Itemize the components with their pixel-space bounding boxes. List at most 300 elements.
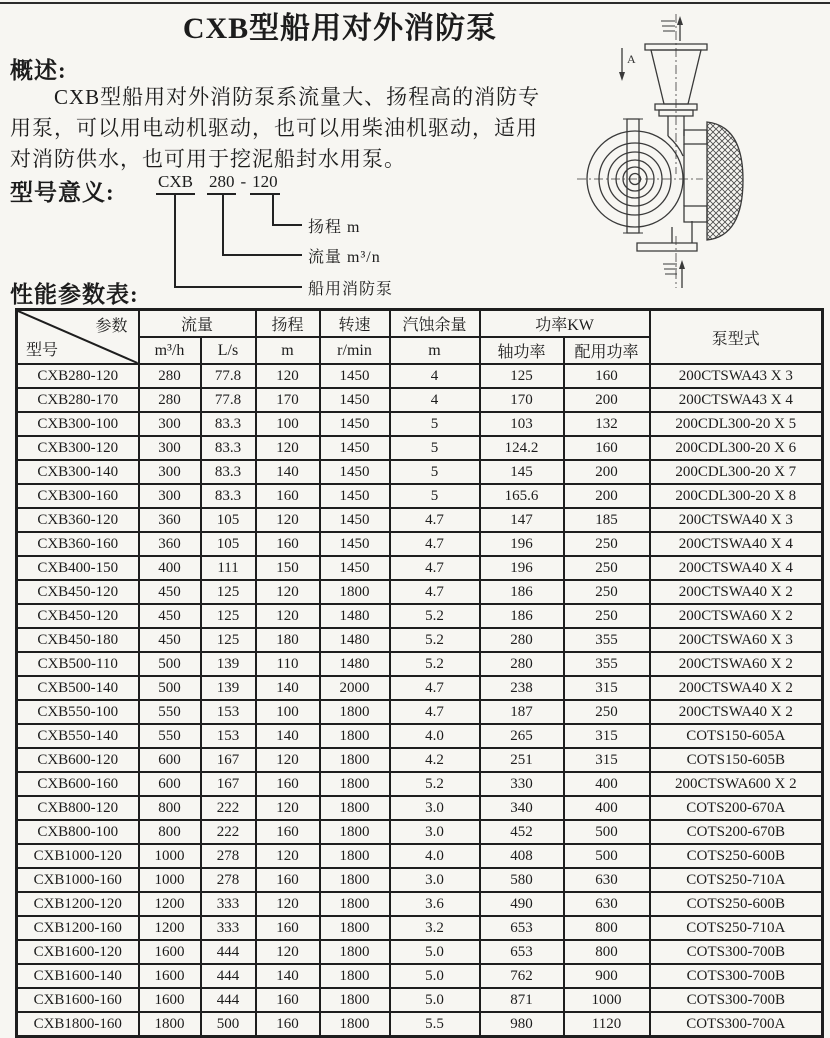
- cell-value: 550: [139, 700, 201, 724]
- cell-model: CXB1200-120: [17, 892, 139, 916]
- cell-pump-type: COTS250-600B: [650, 892, 823, 916]
- cell-value: 83.3: [201, 460, 256, 484]
- cell-value: 1000: [139, 844, 201, 868]
- cell-value: 1800: [320, 724, 390, 748]
- cell-value: 1800: [320, 868, 390, 892]
- cell-value: 1800: [320, 892, 390, 916]
- cell-value: 1450: [320, 388, 390, 412]
- cell-model: CXB550-140: [17, 724, 139, 748]
- cell-model: CXB500-110: [17, 652, 139, 676]
- cell-value: 355: [564, 628, 650, 652]
- cell-value: 330: [480, 772, 564, 796]
- cell-model: CXB800-100: [17, 820, 139, 844]
- table-row: [17, 556, 823, 580]
- cell-model: CXB360-120: [17, 508, 139, 532]
- table-row: [17, 820, 823, 844]
- cell-value: 120: [256, 580, 320, 604]
- cell-value: 1800: [320, 964, 390, 988]
- header-head: 扬程: [256, 310, 320, 338]
- cell-value: 140: [256, 676, 320, 700]
- cell-value: 600: [139, 748, 201, 772]
- table-row: [17, 796, 823, 820]
- cell-value: 800: [564, 916, 650, 940]
- cell-pump-type: 200CDL300-20 X 8: [650, 484, 823, 508]
- header-pump-type: 泵型式: [650, 310, 823, 365]
- cell-value: 250: [564, 580, 650, 604]
- section-label: A: [627, 52, 636, 66]
- cell-model: CXB450-180: [17, 628, 139, 652]
- cell-value: 1800: [320, 1012, 390, 1037]
- cell-value: 187: [480, 700, 564, 724]
- cell-value: 160: [564, 364, 650, 388]
- cell-model: CXB1600-120: [17, 940, 139, 964]
- cell-value: 120: [256, 436, 320, 460]
- cell-value: 185: [564, 508, 650, 532]
- table-row: [17, 940, 823, 964]
- cell-value: 153: [201, 724, 256, 748]
- cell-value: 139: [201, 652, 256, 676]
- cell-value: 125: [201, 604, 256, 628]
- cell-value: 5.0: [390, 940, 480, 964]
- cell-value: 762: [480, 964, 564, 988]
- cell-value: 167: [201, 772, 256, 796]
- cell-value: 250: [564, 700, 650, 724]
- cell-value: 160: [256, 484, 320, 508]
- cell-value: 280: [480, 652, 564, 676]
- cell-value: 140: [256, 460, 320, 484]
- table-row: [17, 892, 823, 916]
- performance-table-body: [17, 364, 823, 1037]
- cell-value: 4.7: [390, 532, 480, 556]
- table-row: [17, 388, 823, 412]
- table-row: [17, 772, 823, 796]
- cell-value: 280: [139, 388, 201, 412]
- cell-value: 140: [256, 964, 320, 988]
- table-row: [17, 652, 823, 676]
- table-row: [17, 604, 823, 628]
- cell-value: 360: [139, 508, 201, 532]
- model-code-prefix: CXB: [156, 172, 195, 195]
- cell-value: 871: [480, 988, 564, 1012]
- cell-pump-type: COTS300-700B: [650, 964, 823, 988]
- cell-value: 4.0: [390, 724, 480, 748]
- cell-value: 5: [390, 484, 480, 508]
- cell-value: 3.2: [390, 916, 480, 940]
- cell-value: 5: [390, 412, 480, 436]
- cell-value: 400: [564, 772, 650, 796]
- table-row: [17, 364, 823, 388]
- cell-value: 5: [390, 436, 480, 460]
- cell-pump-type: 200CDL300-20 X 6: [650, 436, 823, 460]
- table-row: [17, 412, 823, 436]
- cell-value: 630: [564, 892, 650, 916]
- cell-pump-type: 200CTSWA40 X 2: [650, 676, 823, 700]
- cell-value: 196: [480, 532, 564, 556]
- cell-value: 4.0: [390, 844, 480, 868]
- cell-value: 1800: [139, 1012, 201, 1037]
- overview-paragraph: [10, 82, 585, 175]
- cell-value: 400: [139, 556, 201, 580]
- cell-value: 490: [480, 892, 564, 916]
- flow-marker-bottom: [663, 260, 685, 288]
- cell-value: 196: [480, 556, 564, 580]
- cell-value: 500: [139, 676, 201, 700]
- overview-line: CXB型船用对外消防泵系流量大、扬程高的消防专: [54, 85, 541, 109]
- table-row: [17, 580, 823, 604]
- label-head: 扬程 m: [308, 219, 361, 236]
- table-row: [17, 988, 823, 1012]
- cell-pump-type: 200CTSWA60 X 2: [650, 652, 823, 676]
- table-row: [17, 1012, 823, 1037]
- cell-value: 300: [139, 436, 201, 460]
- cell-value: 200: [564, 484, 650, 508]
- cell-value: 3.6: [390, 892, 480, 916]
- cell-value: 105: [201, 532, 256, 556]
- cell-value: 444: [201, 964, 256, 988]
- cell-model: CXB300-120: [17, 436, 139, 460]
- cell-pump-type: COTS300-700A: [650, 1012, 823, 1037]
- cell-value: 800: [139, 796, 201, 820]
- cell-value: 500: [201, 1012, 256, 1037]
- cell-value: 1450: [320, 412, 390, 436]
- cell-value: 1450: [320, 364, 390, 388]
- cell-value: 77.8: [201, 388, 256, 412]
- model-code-diagram: [150, 172, 520, 298]
- pump-technical-drawing: [575, 6, 760, 292]
- cell-value: 315: [564, 676, 650, 700]
- cell-model: CXB550-100: [17, 700, 139, 724]
- overview-line: 对消防供水，也可用于挖泥船封水用泵。: [10, 147, 406, 171]
- cell-value: 1450: [320, 508, 390, 532]
- cell-value: 1450: [320, 460, 390, 484]
- cell-value: 315: [564, 724, 650, 748]
- cell-value: 1200: [139, 916, 201, 940]
- cell-value: 580: [480, 868, 564, 892]
- cell-pump-type: 200CTSWA43 X 4: [650, 388, 823, 412]
- cell-value: 452: [480, 820, 564, 844]
- cell-value: 653: [480, 940, 564, 964]
- cell-value: 5.5: [390, 1012, 480, 1037]
- cell-pump-type: 200CTSWA60 X 2: [650, 604, 823, 628]
- header-flow-unit-ls: L/s: [201, 337, 256, 364]
- cell-value: 160: [256, 916, 320, 940]
- cell-value: 333: [201, 916, 256, 940]
- cell-model: CXB1600-140: [17, 964, 139, 988]
- label-flow: 流量 m³/n: [308, 249, 381, 266]
- table-row: [17, 844, 823, 868]
- cell-value: 3.0: [390, 796, 480, 820]
- cell-value: 103: [480, 412, 564, 436]
- cell-value: 125: [201, 628, 256, 652]
- corner-label-model: 型号: [26, 342, 59, 359]
- cell-model: CXB600-120: [17, 748, 139, 772]
- connector-line-type: [174, 194, 302, 288]
- cell-value: 167: [201, 748, 256, 772]
- header-speed: 转速: [320, 310, 390, 338]
- cell-value: 630: [564, 868, 650, 892]
- cell-value: 250: [564, 532, 650, 556]
- model-code-head: 120: [250, 172, 280, 195]
- cell-value: 5: [390, 460, 480, 484]
- table-row: [17, 508, 823, 532]
- cell-value: 160: [256, 532, 320, 556]
- cell-pump-type: COTS200-670B: [650, 820, 823, 844]
- cell-value: 1200: [139, 892, 201, 916]
- section-arrow: [619, 48, 636, 81]
- cell-value: 4.7: [390, 676, 480, 700]
- header-npsh-unit: m: [390, 337, 480, 364]
- cell-pump-type: 200CDL300-20 X 5: [650, 412, 823, 436]
- cell-model: CXB500-140: [17, 676, 139, 700]
- cell-model: CXB300-100: [17, 412, 139, 436]
- cell-value: 600: [139, 772, 201, 796]
- cell-value: 111: [201, 556, 256, 580]
- cell-value: 165.6: [480, 484, 564, 508]
- table-row: [17, 460, 823, 484]
- cell-value: 1450: [320, 484, 390, 508]
- cell-pump-type: 200CTSWA40 X 2: [650, 700, 823, 724]
- cell-value: 250: [564, 556, 650, 580]
- cell-value: 83.3: [201, 412, 256, 436]
- cell-value: 250: [564, 604, 650, 628]
- cell-value: 300: [139, 484, 201, 508]
- cell-value: 200: [564, 460, 650, 484]
- cell-value: 444: [201, 940, 256, 964]
- cell-value: 139: [201, 676, 256, 700]
- cell-value: 280: [480, 628, 564, 652]
- cell-value: 5.0: [390, 964, 480, 988]
- table-row: [17, 916, 823, 940]
- cell-value: 1450: [320, 532, 390, 556]
- label-type: 船用消防泵: [308, 281, 394, 298]
- cell-value: 186: [480, 580, 564, 604]
- cell-value: 400: [564, 796, 650, 820]
- cell-value: 280: [139, 364, 201, 388]
- cell-value: 5.2: [390, 772, 480, 796]
- cell-value: 340: [480, 796, 564, 820]
- cell-value: 800: [139, 820, 201, 844]
- cell-value: 83.3: [201, 484, 256, 508]
- cell-value: 408: [480, 844, 564, 868]
- cell-value: 315: [564, 748, 650, 772]
- table-row: [17, 964, 823, 988]
- cell-value: 1800: [320, 820, 390, 844]
- cell-value: 153: [201, 700, 256, 724]
- header-npsh: 汽蚀余量: [390, 310, 480, 338]
- cell-value: 1800: [320, 916, 390, 940]
- header-flow-group: 流量: [139, 310, 256, 338]
- cell-model: CXB1200-160: [17, 916, 139, 940]
- table-row: [17, 676, 823, 700]
- cell-value: 1800: [320, 748, 390, 772]
- cell-value: 4: [390, 364, 480, 388]
- cell-value: 1480: [320, 604, 390, 628]
- cell-value: 110: [256, 652, 320, 676]
- cell-value: 160: [256, 868, 320, 892]
- cell-value: 120: [256, 796, 320, 820]
- table-row: [17, 868, 823, 892]
- model-code: [156, 172, 280, 195]
- cell-value: 120: [256, 508, 320, 532]
- cell-value: 300: [139, 412, 201, 436]
- cell-value: 355: [564, 652, 650, 676]
- cell-pump-type: 200CTSWA40 X 4: [650, 556, 823, 580]
- cell-value: 160: [256, 772, 320, 796]
- header-flow-unit-m3h: m³/h: [139, 337, 201, 364]
- cell-model: CXB280-120: [17, 364, 139, 388]
- cell-value: 1480: [320, 652, 390, 676]
- cell-pump-type: COTS150-605B: [650, 748, 823, 772]
- cell-value: 2000: [320, 676, 390, 700]
- cell-value: 140: [256, 724, 320, 748]
- performance-table: [15, 308, 824, 1038]
- cell-model: CXB300-160: [17, 484, 139, 508]
- cell-value: 105: [201, 508, 256, 532]
- cell-value: 5.2: [390, 652, 480, 676]
- cell-pump-type: 200CTSWA40 X 2: [650, 580, 823, 604]
- cell-value: 100: [256, 700, 320, 724]
- cell-value: 1800: [320, 772, 390, 796]
- cell-value: 120: [256, 748, 320, 772]
- cell-value: 1600: [139, 964, 201, 988]
- model-code-dash: -: [240, 172, 247, 191]
- cell-value: 120: [256, 940, 320, 964]
- corner-header-cell: [17, 310, 139, 365]
- table-heading: 性能参数表:: [10, 282, 139, 307]
- cell-value: 120: [256, 844, 320, 868]
- overview-heading: 概述:: [10, 58, 67, 83]
- cell-value: 251: [480, 748, 564, 772]
- cell-value: 1600: [139, 940, 201, 964]
- cell-value: 222: [201, 820, 256, 844]
- cell-value: 1000: [139, 868, 201, 892]
- cell-model: CXB1000-120: [17, 844, 139, 868]
- cell-value: 500: [564, 820, 650, 844]
- cell-pump-type: 200CTSWA600 X 2: [650, 772, 823, 796]
- cell-pump-type: 200CTSWA43 X 3: [650, 364, 823, 388]
- cell-pump-type: COTS250-600B: [650, 844, 823, 868]
- cell-value: 444: [201, 988, 256, 1012]
- table-row: [17, 748, 823, 772]
- cell-value: 238: [480, 676, 564, 700]
- header-head-unit: m: [256, 337, 320, 364]
- cell-value: 1480: [320, 628, 390, 652]
- cell-value: 147: [480, 508, 564, 532]
- cell-pump-type: COTS300-700B: [650, 988, 823, 1012]
- cell-value: 800: [564, 940, 650, 964]
- cell-value: 160: [256, 820, 320, 844]
- cell-value: 83.3: [201, 436, 256, 460]
- cell-value: 1800: [320, 988, 390, 1012]
- cell-value: 4: [390, 388, 480, 412]
- cell-value: 160: [564, 436, 650, 460]
- cell-pump-type: COTS250-710A: [650, 916, 823, 940]
- cell-value: 120: [256, 364, 320, 388]
- cell-value: 1800: [320, 940, 390, 964]
- corner-label-parameter: 参数: [95, 318, 128, 335]
- cell-value: 300: [139, 460, 201, 484]
- table-row: [17, 484, 823, 508]
- cell-value: 500: [139, 652, 201, 676]
- cell-value: 450: [139, 604, 201, 628]
- cell-value: 500: [564, 844, 650, 868]
- cell-value: 125: [201, 580, 256, 604]
- cell-model: CXB1000-160: [17, 868, 139, 892]
- cell-value: 4.2: [390, 748, 480, 772]
- cell-value: 1800: [320, 580, 390, 604]
- overview-line: 用泵，可以用电动机驱动，也可以用柴油机驱动，适用: [10, 116, 538, 140]
- page-title: CXB型船用对外消防泵: [182, 12, 498, 45]
- cell-model: CXB800-120: [17, 796, 139, 820]
- cell-value: 1600: [139, 988, 201, 1012]
- table-row: [17, 700, 823, 724]
- cell-value: 1120: [564, 1012, 650, 1037]
- cell-pump-type: 200CTSWA40 X 4: [650, 532, 823, 556]
- cell-value: 1000: [564, 988, 650, 1012]
- cell-value: 4.7: [390, 580, 480, 604]
- table-row: [17, 724, 823, 748]
- cell-value: 653: [480, 916, 564, 940]
- cell-value: 980: [480, 1012, 564, 1037]
- cell-model: CXB400-150: [17, 556, 139, 580]
- cell-value: 1450: [320, 556, 390, 580]
- cell-value: 333: [201, 892, 256, 916]
- cell-model: CXB280-170: [17, 388, 139, 412]
- cell-value: 200: [564, 388, 650, 412]
- cell-value: 278: [201, 868, 256, 892]
- cell-value: 550: [139, 724, 201, 748]
- cell-value: 145: [480, 460, 564, 484]
- header-power-rated: 配用功率: [564, 337, 650, 364]
- cell-value: 1800: [320, 700, 390, 724]
- cell-value: 160: [256, 988, 320, 1012]
- model-code-flow: 280: [207, 172, 237, 195]
- header-power-shaft: 轴功率: [480, 337, 564, 364]
- cell-model: CXB360-160: [17, 532, 139, 556]
- cell-value: 450: [139, 628, 201, 652]
- cell-value: 1800: [320, 796, 390, 820]
- cell-pump-type: COTS250-710A: [650, 868, 823, 892]
- model-meaning-heading: 型号意义:: [10, 180, 115, 205]
- cell-value: 265: [480, 724, 564, 748]
- cell-value: 3.0: [390, 868, 480, 892]
- cell-pump-type: COTS200-670A: [650, 796, 823, 820]
- cell-value: 4.7: [390, 508, 480, 532]
- cell-value: 180: [256, 628, 320, 652]
- cell-model: CXB450-120: [17, 604, 139, 628]
- cell-model: CXB300-140: [17, 460, 139, 484]
- cell-value: 170: [480, 388, 564, 412]
- cell-value: 150: [256, 556, 320, 580]
- cell-value: 3.0: [390, 820, 480, 844]
- cell-value: 77.8: [201, 364, 256, 388]
- cell-value: 450: [139, 580, 201, 604]
- cell-value: 900: [564, 964, 650, 988]
- cell-value: 1800: [320, 844, 390, 868]
- cell-value: 100: [256, 412, 320, 436]
- cell-value: 120: [256, 604, 320, 628]
- header-speed-unit: r/min: [320, 337, 390, 364]
- cell-value: 5.2: [390, 628, 480, 652]
- cell-pump-type: COTS300-700B: [650, 940, 823, 964]
- cell-pump-type: COTS150-605A: [650, 724, 823, 748]
- cell-value: 222: [201, 796, 256, 820]
- cell-model: CXB1800-160: [17, 1012, 139, 1037]
- flow-marker-top: [661, 16, 683, 41]
- table-row: [17, 532, 823, 556]
- cell-value: 1450: [320, 436, 390, 460]
- table-row: [17, 436, 823, 460]
